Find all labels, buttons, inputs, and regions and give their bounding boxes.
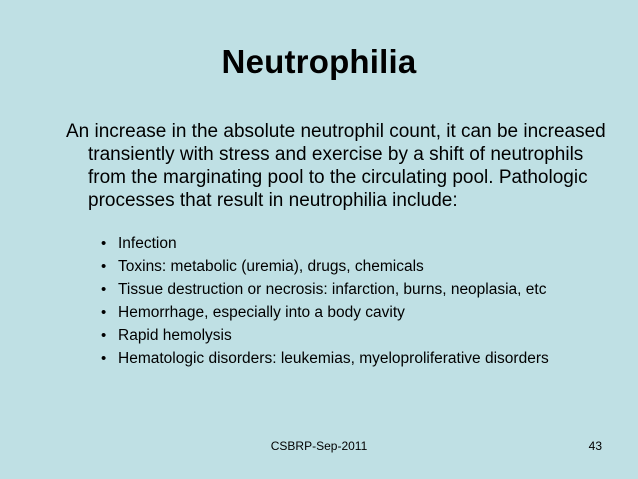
- list-item-text: Rapid hemolysis: [118, 327, 232, 344]
- bullet-icon: •: [101, 350, 107, 367]
- bullet-icon: •: [101, 235, 107, 252]
- cause-list: [96, 235, 596, 373]
- list-item: [96, 304, 596, 321]
- list-item: [96, 327, 596, 344]
- bullet-icon: •: [101, 327, 107, 344]
- list-item-text: Infection: [118, 235, 177, 252]
- list-item-text: Toxins: metabolic (uremia), drugs, chemicals: [118, 258, 424, 275]
- list-item: [96, 235, 596, 252]
- list-item-text: Hemorrhage, especially into a body cavity: [118, 304, 405, 321]
- list-item: [96, 350, 596, 367]
- bullet-icon: •: [101, 281, 107, 298]
- page-number: 43: [588, 439, 602, 453]
- footer-text: CSBRP-Sep-2011: [270, 439, 368, 453]
- list-item-text: Hematologic disorders: leukemias, myeloproliferative disorders: [118, 350, 549, 367]
- list-item-text: Tissue destruction or necrosis: infarction, burns, neoplasia, etc: [118, 281, 547, 298]
- list-item: [96, 281, 596, 298]
- list-item: [96, 258, 596, 275]
- bullet-icon: •: [101, 304, 107, 321]
- slide-title: Neutrophilia: [221, 43, 417, 80]
- bullet-icon: •: [101, 258, 107, 275]
- intro-paragraph: An increase in the absolute neutrophil count, it can be increased transiently with stress and exercise by a shift of neutrophils from the marginating pool to the circulating pool. Pathologic processes that result in neutrophilia include:: [66, 121, 606, 211]
